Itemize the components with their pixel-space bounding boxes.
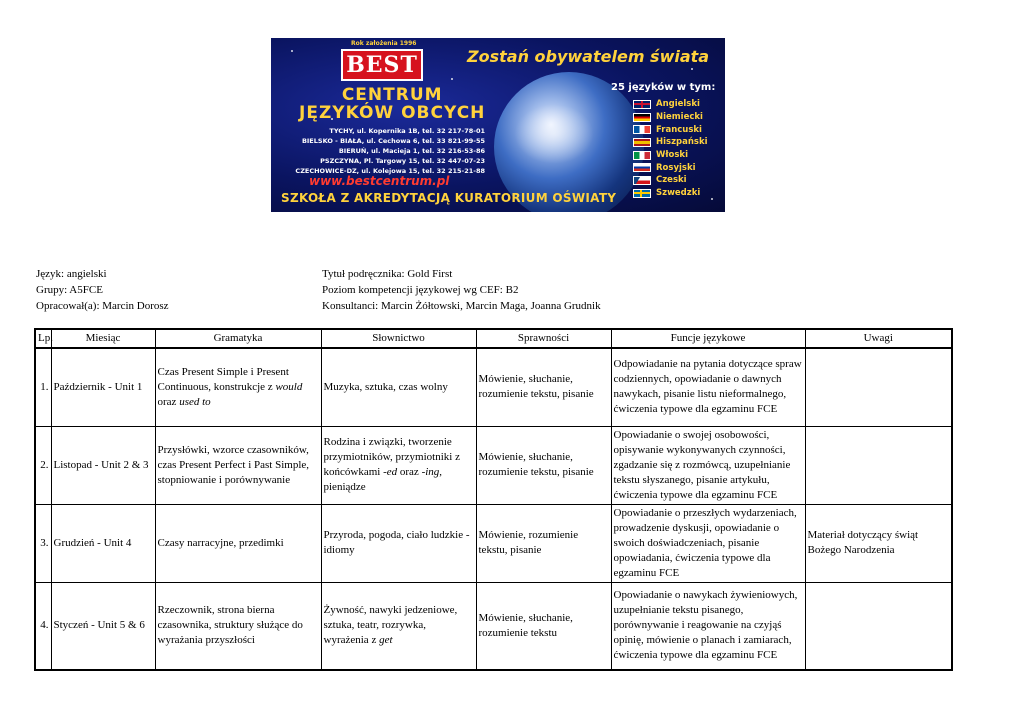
flag-it-icon — [633, 151, 651, 160]
cell-grammar: Rzeczownik, strona bierna czasownika, struktury służące do wyrażania przyszłości — [155, 582, 321, 670]
header-vocabulary: Słownictwo — [321, 329, 476, 348]
banner-title-line2: JĘZYKÓW OBCYCH — [299, 103, 486, 123]
language-item — [633, 149, 708, 162]
star-decoration — [451, 78, 453, 80]
header-month: Miesiąc — [51, 329, 155, 348]
languages-list — [633, 98, 708, 200]
cell-month: Październik - Unit 1 — [51, 348, 155, 426]
cell-notes — [805, 582, 952, 670]
language-item — [633, 111, 708, 124]
languages-title: 25 języków w tym: — [611, 82, 716, 93]
header-skills: Sprawności — [476, 329, 611, 348]
info-language: Język: angielski — [36, 268, 107, 280]
grammar-italic: used to — [179, 395, 211, 408]
cell-month: Styczeń - Unit 5 & 6 — [51, 582, 155, 670]
banner-title-line1: CENTRUM — [341, 85, 443, 105]
vocab-italic: -ing — [421, 466, 440, 478]
cell-vocabulary: Przyroda, pogoda, ciało ludzkie - idiomy — [321, 504, 476, 582]
info-consultants: Konsultanci: Marcin Żółtowski, Marcin Maga, Joanna Grudnik — [322, 300, 601, 312]
flag-fr-icon — [633, 125, 651, 134]
info-author: Opracował(a): Marcin Dorosz — [36, 300, 169, 312]
info-groups: Grupy: A5FCE — [36, 284, 103, 296]
table-row — [35, 504, 952, 582]
cell-grammar: Czasy narracyjne, przedimki — [155, 504, 321, 582]
vocab-text: , pieniądze — [323, 466, 443, 493]
cell-vocabulary: Muzyka, sztuka, czas wolny — [321, 348, 476, 426]
table-row — [35, 348, 952, 426]
cell-lp: 2. — [35, 426, 51, 504]
language-name: Szwedzki — [656, 188, 701, 199]
school-banner — [271, 38, 725, 212]
language-name: Hiszpański — [656, 137, 708, 148]
vocab-text: Rodzina i związki, tworzenie przymiotników, przymiotniki z końcówkami — [323, 436, 460, 478]
language-name: Czeski — [656, 175, 687, 186]
star-decoration — [711, 198, 713, 200]
flag-es-icon — [633, 138, 651, 147]
flag-se-icon — [633, 189, 651, 198]
star-decoration — [691, 68, 693, 70]
language-item — [633, 123, 708, 136]
banner-title — [299, 86, 485, 122]
flag-de-icon — [633, 113, 651, 122]
cell-functions: Opowiadanie o przeszłych wydarzeniach, prowadzenie dyskusji, opowiadanie o swoich doświadczeniach, pisanie opowiadania, ćwiczenia typowe dla egzaminu FCE — [611, 504, 805, 582]
curriculum-table — [34, 328, 953, 671]
cell-notes: Materiał dotyczący świąt Bożego Narodzenia — [805, 504, 952, 582]
info-level: Poziom kompetencji językowej wg CEF: B2 — [322, 284, 519, 296]
flag-ru-icon — [633, 163, 651, 172]
cell-notes — [805, 348, 952, 426]
grammar-italic: would — [275, 380, 303, 393]
cell-grammar — [155, 348, 321, 426]
cell-functions: Odpowiadanie na pytania dotyczące spraw codziennych, opowiadanie o dawnych nawykach, pisanie listu nieformalnego, ćwiczenia typowe dla egzaminu FCE — [611, 348, 805, 426]
language-item — [633, 136, 708, 149]
table-row — [35, 582, 952, 670]
language-item — [633, 187, 708, 200]
vocab-italic: get — [379, 634, 393, 647]
cell-grammar: Przysłówki, wzorce czasowników, czas Present Perfect i Past Simple, stopniowanie i porównywanie — [155, 426, 321, 504]
star-decoration — [291, 50, 293, 52]
address-line: BIELSKO - BIAŁA, ul. Cechowa 6, tel. 33 821-99-55 — [301, 137, 485, 145]
cell-skills: Mówienie, słuchanie, rozumienie tekstu — [476, 582, 611, 670]
cell-vocabulary — [321, 582, 476, 670]
cell-lp: 4. — [35, 582, 51, 670]
cell-month: Listopad - Unit 2 & 3 — [51, 426, 155, 504]
table-row — [35, 426, 952, 504]
best-logo: BEST — [341, 49, 423, 81]
vocab-italic: -ed — [383, 466, 398, 478]
website-link: www.bestcentrum.pl — [309, 174, 450, 188]
cell-notes — [805, 426, 952, 504]
flag-cz-icon — [633, 176, 651, 185]
info-right — [322, 266, 601, 314]
table-header-row — [35, 329, 952, 348]
language-name: Rosyjski — [656, 162, 696, 173]
language-name: Niemiecki — [656, 112, 703, 123]
info-left — [36, 266, 169, 314]
cell-lp: 3. — [35, 504, 51, 582]
cell-functions: Opowiadanie o swojej osobowości, opisywanie wykonywanych czynności, zgadzanie się z rozmówcą, uzupełnianie tekstu słyszanego, pisanie artykułu, ćwiczenia typowe dla egzaminu FCE — [611, 426, 805, 504]
cell-skills: Mówienie, rozumienie tekstu, pisanie — [476, 504, 611, 582]
header-notes: Uwagi — [805, 329, 952, 348]
address-line: CZECHOWICE-DZ, ul. Kolejowa 15, tel. 32 215-21-88 — [295, 167, 485, 175]
cell-vocabulary — [321, 426, 476, 504]
cell-month: Grudzień - Unit 4 — [51, 504, 155, 582]
vocab-text: Żywność, nawyki jedzeniowe, sztuka, teatr, rozrywka, wyrażenia z — [323, 604, 458, 647]
address-line: PSZCZYNA, Pl. Targowy 15, tel. 32 447-07-23 — [320, 157, 485, 165]
header-lp: Lp. — [35, 329, 51, 348]
address-list — [277, 126, 485, 176]
header-functions: Funcje językowe — [611, 329, 805, 348]
flag-uk-icon — [633, 100, 651, 109]
cell-skills: Mówienie, słuchanie, rozumienie tekstu, pisanie — [476, 348, 611, 426]
address-line: TYCHY, ul. Kopernika 1B, tel. 32 217-78-01 — [329, 127, 485, 135]
grammar-text: Czas Present Simple i Present Continuous, konstrukcje z — [157, 365, 289, 393]
header-grammar: Gramatyka — [155, 329, 321, 348]
language-item — [633, 174, 708, 187]
since-label: Rok założenia 1996 — [351, 40, 417, 47]
vocab-text: oraz — [397, 466, 422, 478]
banner-tagline: Zostań obywatelem świata — [467, 47, 710, 66]
grammar-text: oraz — [157, 395, 180, 408]
address-line: BIERUŃ, ul. Macieja 1, tel. 32 216-53-86 — [338, 147, 485, 155]
language-item — [633, 98, 708, 111]
language-name: Francuski — [656, 124, 702, 135]
language-name: Angielski — [656, 99, 700, 110]
cell-functions: Opowiadanie o nawykach żywieniowych, uzupełnianie tekstu pisanego, porównywanie i reagowanie na czyjąś opinię, mówienie o planach i zamiarach, ćwiczenia typowe dla egzaminu FCE — [611, 582, 805, 670]
cell-skills: Mówienie, słuchanie, rozumienie tekstu, pisanie — [476, 426, 611, 504]
cell-lp: 1. — [35, 348, 51, 426]
language-item — [633, 161, 708, 174]
info-textbook: Tytuł podręcznika: Gold First — [322, 268, 453, 280]
language-name: Włoski — [656, 150, 688, 161]
accreditation-text: SZKOŁA Z AKREDYTACJĄ KURATORIUM OŚWIATY — [281, 191, 617, 205]
